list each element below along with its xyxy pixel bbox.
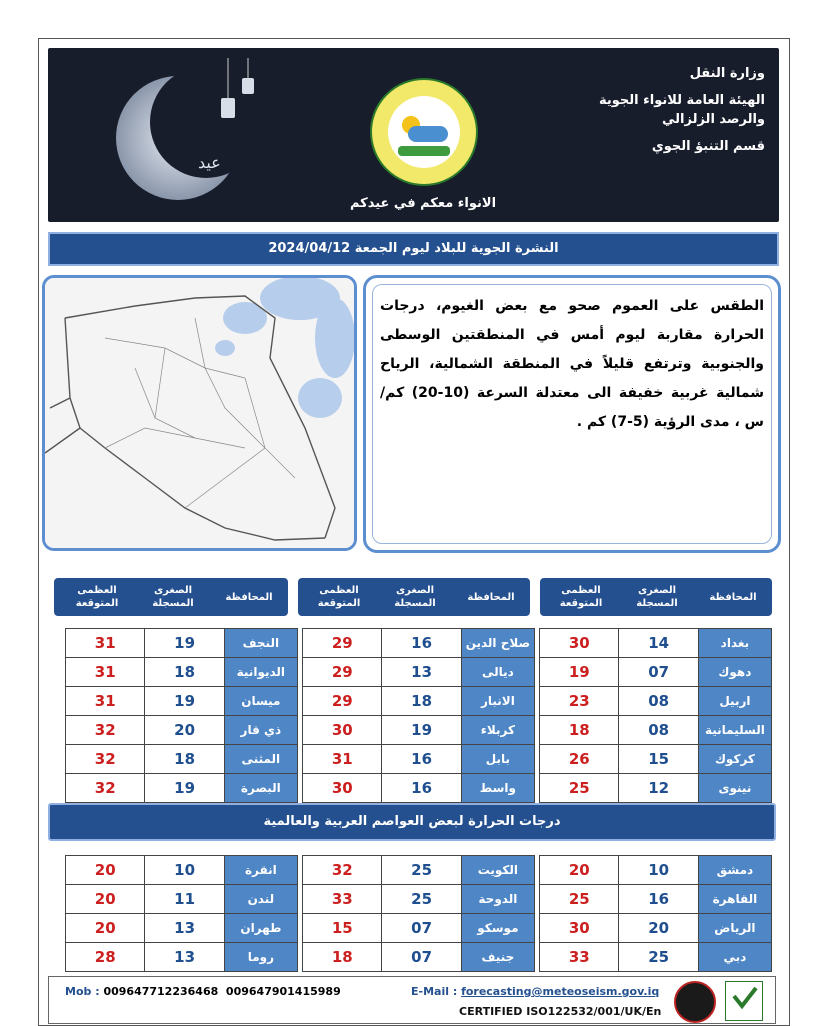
max-temp-cell: 25: [540, 774, 619, 803]
min-temp-cell: 07: [382, 943, 461, 972]
max-expected-header: العظمى المتوقعة: [317, 585, 361, 609]
table-row: [66, 629, 772, 658]
header-banner: [48, 48, 779, 222]
capitals-temperature-table: [65, 855, 772, 972]
max-expected-header: العظمى المتوقعة: [75, 585, 119, 609]
city-cell: اربيل: [698, 687, 771, 716]
city-cell: المثنى: [224, 745, 297, 774]
phone-numbers: 009647712236468 009647901415989: [103, 985, 341, 998]
column-gap: [534, 687, 539, 716]
min-temp-cell: 15: [619, 745, 698, 774]
column-header-group: [540, 578, 772, 616]
table-row: [66, 885, 772, 914]
meteorology-logo: [370, 78, 478, 186]
city-cell: الرياض: [698, 914, 771, 943]
max-temp-cell: 33: [303, 885, 382, 914]
min-temp-cell: 13: [145, 943, 224, 972]
column-gap: [534, 774, 539, 803]
email-contact: [411, 985, 659, 998]
column-gap: [534, 914, 539, 943]
table-row: [66, 774, 772, 803]
max-temp-cell: 29: [303, 687, 382, 716]
max-temp-cell: 18: [303, 943, 382, 972]
city-cell: لندن: [224, 885, 297, 914]
min-temp-cell: 13: [145, 914, 224, 943]
min-temp-cell: 16: [382, 629, 461, 658]
city-cell: واسط: [461, 774, 534, 803]
city-cell: ميسان: [224, 687, 297, 716]
min-temp-cell: 07: [382, 914, 461, 943]
column-gap: [534, 856, 539, 885]
certification-seal-icon: [674, 981, 716, 1023]
city-cell: جنيف: [461, 943, 534, 972]
min-temp-cell: 19: [145, 687, 224, 716]
city-cell: انقرة: [224, 856, 297, 885]
column-gap: [534, 745, 539, 774]
ukas-badge-icon: [725, 981, 763, 1021]
governorate-header: المحافظة: [225, 591, 273, 603]
authority-line2: والرصد الزلزالي: [662, 112, 765, 127]
city-cell: دبي: [698, 943, 771, 972]
min-temp-cell: 07: [619, 658, 698, 687]
min-recorded-header: الصغرى المسجلة: [152, 585, 194, 609]
department-name: قسم التنبؤ الجوي: [651, 139, 765, 154]
min-temp-cell: 08: [619, 687, 698, 716]
column-header-group: [298, 578, 530, 616]
min-temp-cell: 14: [619, 629, 698, 658]
mob-label: Mob :: [65, 985, 100, 998]
email-link[interactable]: forecasting@meteoseism.gov.iq: [461, 985, 660, 998]
satellite-map: [42, 275, 357, 551]
iraq-map-icon: [45, 278, 354, 548]
min-temp-cell: 16: [382, 774, 461, 803]
max-temp-cell: 20: [66, 885, 145, 914]
max-temp-cell: 31: [66, 687, 145, 716]
max-temp-cell: 29: [303, 658, 382, 687]
column-gap: [534, 658, 539, 687]
city-cell: دمشق: [698, 856, 771, 885]
city-cell: السليمانية: [698, 716, 771, 745]
column-gap: [297, 885, 302, 914]
table-row: [66, 716, 772, 745]
city-cell: بابل: [461, 745, 534, 774]
max-temp-cell: 18: [540, 716, 619, 745]
column-gap: [297, 716, 302, 745]
min-temp-cell: 25: [619, 943, 698, 972]
column-gap: [297, 629, 302, 658]
table-row: [66, 658, 772, 687]
city-cell: البصرة: [224, 774, 297, 803]
max-temp-cell: 31: [66, 658, 145, 687]
max-expected-header: العظمى المتوقعة: [559, 585, 603, 609]
column-gap: [534, 629, 539, 658]
column-gap: [297, 943, 302, 972]
city-cell: الديوانية: [224, 658, 297, 687]
min-temp-cell: 11: [145, 885, 224, 914]
column-gap: [297, 856, 302, 885]
column-gap: [534, 943, 539, 972]
max-temp-cell: 20: [66, 856, 145, 885]
city-cell: صلاح الدين: [461, 629, 534, 658]
min-recorded-header: الصغرى المسجلة: [394, 585, 436, 609]
max-temp-cell: 15: [303, 914, 382, 943]
min-temp-cell: 20: [619, 914, 698, 943]
city-cell: كركوك: [698, 745, 771, 774]
max-temp-cell: 26: [540, 745, 619, 774]
column-gap: [297, 745, 302, 774]
max-temp-cell: 20: [66, 914, 145, 943]
min-temp-cell: 18: [382, 687, 461, 716]
authority-line1: الهيئة العامة للانواء الجوية: [599, 93, 765, 108]
min-temp-cell: 16: [382, 745, 461, 774]
ministry-name: وزارة النقل: [689, 66, 765, 81]
city-cell: نينوى: [698, 774, 771, 803]
table-row: [66, 914, 772, 943]
column-gap: [297, 774, 302, 803]
max-temp-cell: 33: [540, 943, 619, 972]
ministry-block: [525, 64, 765, 164]
city-cell: القاهرة: [698, 885, 771, 914]
max-temp-cell: 32: [66, 716, 145, 745]
forecast-text: الطقس على العموم صحو مع بعض الغيوم، درجات الحرارة مقاربة ليوم أمس في المنطقتين الوسطى والجنوبية وترتفع قليلاً في المنطقة الشمالية، الرياح شمالية غربية خفيفة الى معتدلة السرعة (10-20) كم/س ، مدى الرؤية (5-7) كم .: [380, 298, 764, 430]
max-temp-cell: 23: [540, 687, 619, 716]
min-temp-cell: 10: [619, 856, 698, 885]
min-temp-cell: 25: [382, 856, 461, 885]
crescent-moon-icon: [108, 58, 258, 208]
min-temp-cell: 12: [619, 774, 698, 803]
city-cell: الكويت: [461, 856, 534, 885]
governorate-header: المحافظة: [467, 591, 515, 603]
city-cell: روما: [224, 943, 297, 972]
min-temp-cell: 16: [619, 885, 698, 914]
min-temp-cell: 08: [619, 716, 698, 745]
iso-certification: CERTIFIED ISO122532/001/UK/En: [459, 1005, 662, 1018]
min-temp-cell: 18: [145, 745, 224, 774]
city-cell: دهوك: [698, 658, 771, 687]
max-temp-cell: 30: [303, 716, 382, 745]
table-row: [66, 943, 772, 972]
min-temp-cell: 20: [145, 716, 224, 745]
svg-text:ﻋﻴﺪ: ﻋﻴﺪ: [198, 153, 221, 172]
min-temp-cell: 19: [145, 774, 224, 803]
max-temp-cell: 30: [303, 774, 382, 803]
column-gap: [297, 658, 302, 687]
city-cell: كربلاء: [461, 716, 534, 745]
column-gap: [297, 914, 302, 943]
min-temp-cell: 19: [382, 716, 461, 745]
min-temp-cell: 13: [382, 658, 461, 687]
footer: [48, 976, 776, 1024]
max-temp-cell: 32: [66, 774, 145, 803]
column-gap: [534, 885, 539, 914]
max-temp-cell: 25: [540, 885, 619, 914]
iraq-temperature-table: [65, 628, 772, 803]
max-temp-cell: 32: [303, 856, 382, 885]
city-cell: الدوحة: [461, 885, 534, 914]
min-temp-cell: 25: [382, 885, 461, 914]
max-temp-cell: 32: [66, 745, 145, 774]
column-header-group: [54, 578, 288, 616]
min-temp-cell: 18: [145, 658, 224, 687]
max-temp-cell: 30: [540, 629, 619, 658]
max-temp-cell: 31: [66, 629, 145, 658]
min-temp-cell: 10: [145, 856, 224, 885]
min-recorded-header: الصغرى المسجلة: [636, 585, 678, 609]
phone-contact: [65, 985, 341, 998]
table-row: [66, 856, 772, 885]
email-label: E-Mail :: [411, 985, 458, 998]
max-temp-cell: 28: [66, 943, 145, 972]
city-cell: بغداد: [698, 629, 771, 658]
city-cell: ديالى: [461, 658, 534, 687]
governorate-header: المحافظة: [709, 591, 757, 603]
max-temp-cell: 20: [540, 856, 619, 885]
city-cell: طهران: [224, 914, 297, 943]
city-cell: الانبار: [461, 687, 534, 716]
city-cell: موسكو: [461, 914, 534, 943]
city-cell: النجف: [224, 629, 297, 658]
max-temp-cell: 29: [303, 629, 382, 658]
capitals-title: درجات الحرارة لبعض العواصم العربية والعالمية: [48, 803, 776, 841]
column-gap: [534, 716, 539, 745]
column-gap: [297, 687, 302, 716]
table-row: [66, 687, 772, 716]
max-temp-cell: 30: [540, 914, 619, 943]
bulletin-title: النشرة الجوية للبلاد ليوم الجمعة 2024/04/12: [48, 232, 779, 266]
min-temp-cell: 19: [145, 629, 224, 658]
table-row: [66, 745, 772, 774]
greeting-slogan: الانواء معكم في عيدكم: [349, 196, 497, 211]
max-temp-cell: 19: [540, 658, 619, 687]
max-temp-cell: 31: [303, 745, 382, 774]
forecast-box: [363, 275, 781, 553]
city-cell: ذي قار: [224, 716, 297, 745]
